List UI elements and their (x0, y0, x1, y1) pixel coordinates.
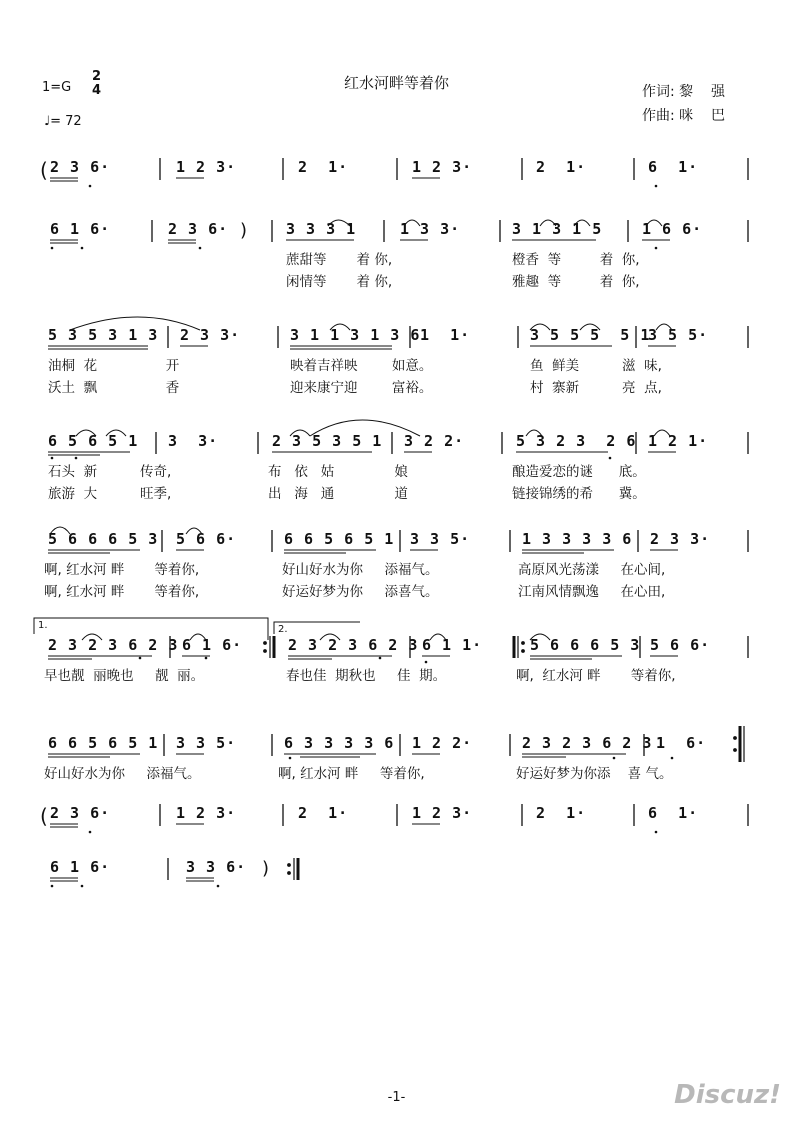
measure-notes: 1 3 3· (400, 220, 461, 238)
measure-notes: 3 3 5· (176, 734, 237, 752)
lyric-line: 油桐 花 开 (48, 358, 180, 374)
measure-notes: 6 1 1· (422, 636, 483, 654)
measure-notes: 6 6 5 6 5 1 (48, 734, 159, 752)
measure-notes: 3 2 2· (404, 432, 465, 450)
barlines (152, 158, 748, 880)
measure-notes: 6 1 6· (50, 858, 111, 876)
measure-notes: 3 3· (168, 432, 219, 450)
measure-notes: 2 1· (298, 804, 349, 822)
measure-notes: 1 2 3· (412, 804, 473, 822)
measure-notes: 1 1· (420, 326, 471, 344)
measure-notes: 6 1 6· (182, 636, 243, 654)
measure-notes: 5 3 5 3 1 3 (48, 326, 159, 344)
lyricist: 作词: 黎 强 (642, 84, 725, 100)
measure-notes: 5 3 2 3 2 6 (516, 432, 637, 450)
measure-notes: 6 5 6 5 1 (48, 432, 139, 450)
volta-brackets (34, 618, 360, 640)
measure-notes: 3 5 5 5 5 1 (530, 326, 651, 344)
lyric-line: 村 寨新 亮 点, (530, 380, 662, 396)
measure-notes: 5 6 6· (650, 636, 711, 654)
measure-notes: 2 1· (536, 158, 587, 176)
slurs (50, 220, 672, 640)
measure-notes: 5 6 6 6 5 3 (48, 530, 159, 548)
lyric-line: 江南风情飘逸 在心田, (518, 584, 666, 600)
lyric-line: 早也靓 丽晚也 靓 丽。 (44, 668, 205, 684)
underlines (48, 178, 678, 881)
lyric-line: 啊, 红水河 畔 等着你, (278, 766, 425, 782)
measure-notes: 5 6 6· (176, 530, 237, 548)
close-paren: ) (240, 220, 248, 241)
lyric-line: 鱼 鲜美 滋 味, (530, 358, 662, 374)
measure-notes: 6 1 6· (50, 220, 111, 238)
lyric-line: 橙香 等 着 你, (512, 252, 640, 268)
key-signature: 1=G (42, 80, 72, 95)
lyric-line: 啊, 红水河 畔 等着你, (516, 668, 676, 684)
lyric-line: 好山好水为你 添福气。 (282, 562, 439, 578)
octave-dots (51, 185, 674, 888)
measure-notes: 3 3 6· (186, 858, 247, 876)
measure-notes: 2 3 2 3 6 2 3 (522, 734, 653, 752)
measure-notes: 2 1· (536, 804, 587, 822)
measure-notes: 2 3 6· (50, 158, 111, 176)
watermark-logo: Discuz! (674, 1080, 781, 1110)
close-paren-2: ) (262, 858, 270, 879)
measure-notes: 1 2 2· (412, 734, 473, 752)
lyric-line: 出 海 通 道 (268, 486, 408, 502)
measure-notes: 6 1· (648, 158, 699, 176)
measure-notes: 3 3 5· (410, 530, 471, 548)
lyric-line: 石头 新 传奇, (48, 464, 172, 480)
measure-notes: 1 2 3· (176, 158, 237, 176)
page-number: -1- (387, 1090, 406, 1105)
lyric-line: 映着吉祥映 如意。 (290, 358, 433, 374)
measure-notes: 2 1· (298, 158, 349, 176)
measure-notes: 1 6 6· (642, 220, 703, 238)
lyric-line: 蔗甜等 着 你, (286, 252, 393, 268)
lyric-line: 酿造爱恋的谜 底。 (512, 464, 646, 480)
measure-notes: 2 3 6· (50, 804, 111, 822)
volta-1: 1. (38, 620, 48, 631)
measure-notes: 2 3 5 3 5 1 (272, 432, 383, 450)
volta-2: 2. (278, 624, 288, 635)
time-denominator: 4 (92, 83, 102, 98)
measure-notes: 2 3 3· (650, 530, 711, 548)
tempo-value: = 72 (50, 114, 82, 129)
measure-notes: 3 5 5· (648, 326, 709, 344)
measure-notes: 2 3 3· (180, 326, 241, 344)
lyric-line: 迎来康宁迎 富裕。 (290, 380, 433, 396)
lyric-line: 高原风光荡漾 在心间, (518, 562, 666, 578)
measure-notes: 3 1 1 3 1 3 6 (290, 326, 421, 344)
measure-notes: 2 3 6· (168, 220, 229, 238)
lyric-line: 旅游 大 旺季, (48, 486, 172, 502)
measure-notes: 6 1· (648, 804, 699, 822)
measure-notes: 5 6 6 6 5 3 (530, 636, 641, 654)
measure-notes: 2 3 2 3 6 2 3 (288, 636, 419, 654)
lyric-line: 雅趣 等 着 你, (512, 274, 640, 290)
measure-notes: 1 3 3 3 3 6 (522, 530, 633, 548)
measure-notes: 1 2 1· (648, 432, 709, 450)
lyric-line: 好运好梦为你添 喜 气。 (516, 766, 673, 782)
measure-notes: 6 6 5 6 5 1 (284, 530, 395, 548)
open-paren-2: ( (40, 804, 48, 828)
measure-notes: 6 3 3 3 3 6 (284, 734, 395, 752)
lyric-line: 春也佳 期秋也 佳 期。 (286, 668, 447, 684)
measure-notes: 1 2 3· (176, 804, 237, 822)
measure-notes: 2 3 2 3 6 2 3 (48, 636, 179, 654)
time-numerator: 2 (92, 69, 102, 84)
measure-notes: 1 2 3· (412, 158, 473, 176)
lyric-line: 沃土 飘 香 (48, 380, 180, 396)
measure-notes: 3 3 3 1 (286, 220, 357, 238)
lyric-line: 好运好梦为你 添喜气。 (282, 584, 439, 600)
lyric-line: 闲情等 着 你, (286, 274, 393, 290)
measure-notes: 3 1 3 1 5 (512, 220, 603, 238)
lyric-line: 链接锦绣的希 冀。 (512, 486, 646, 502)
lyric-line: 啊, 红水河 畔 等着你, (44, 584, 200, 600)
song-title: 红水河畔等着你 (343, 74, 449, 92)
open-paren: ( (40, 158, 48, 182)
composer: 作曲: 咪 巴 (642, 108, 725, 124)
quarter-note-icon: ♩ (44, 114, 51, 129)
lyric-line: 好山好水为你 添福气。 (44, 766, 201, 782)
lyric-line: 啊, 红水河 畔 等着你, (44, 562, 200, 578)
measure-notes: 1 6· (656, 734, 707, 752)
lyric-line: 布 依 姑 娘 (268, 464, 408, 480)
